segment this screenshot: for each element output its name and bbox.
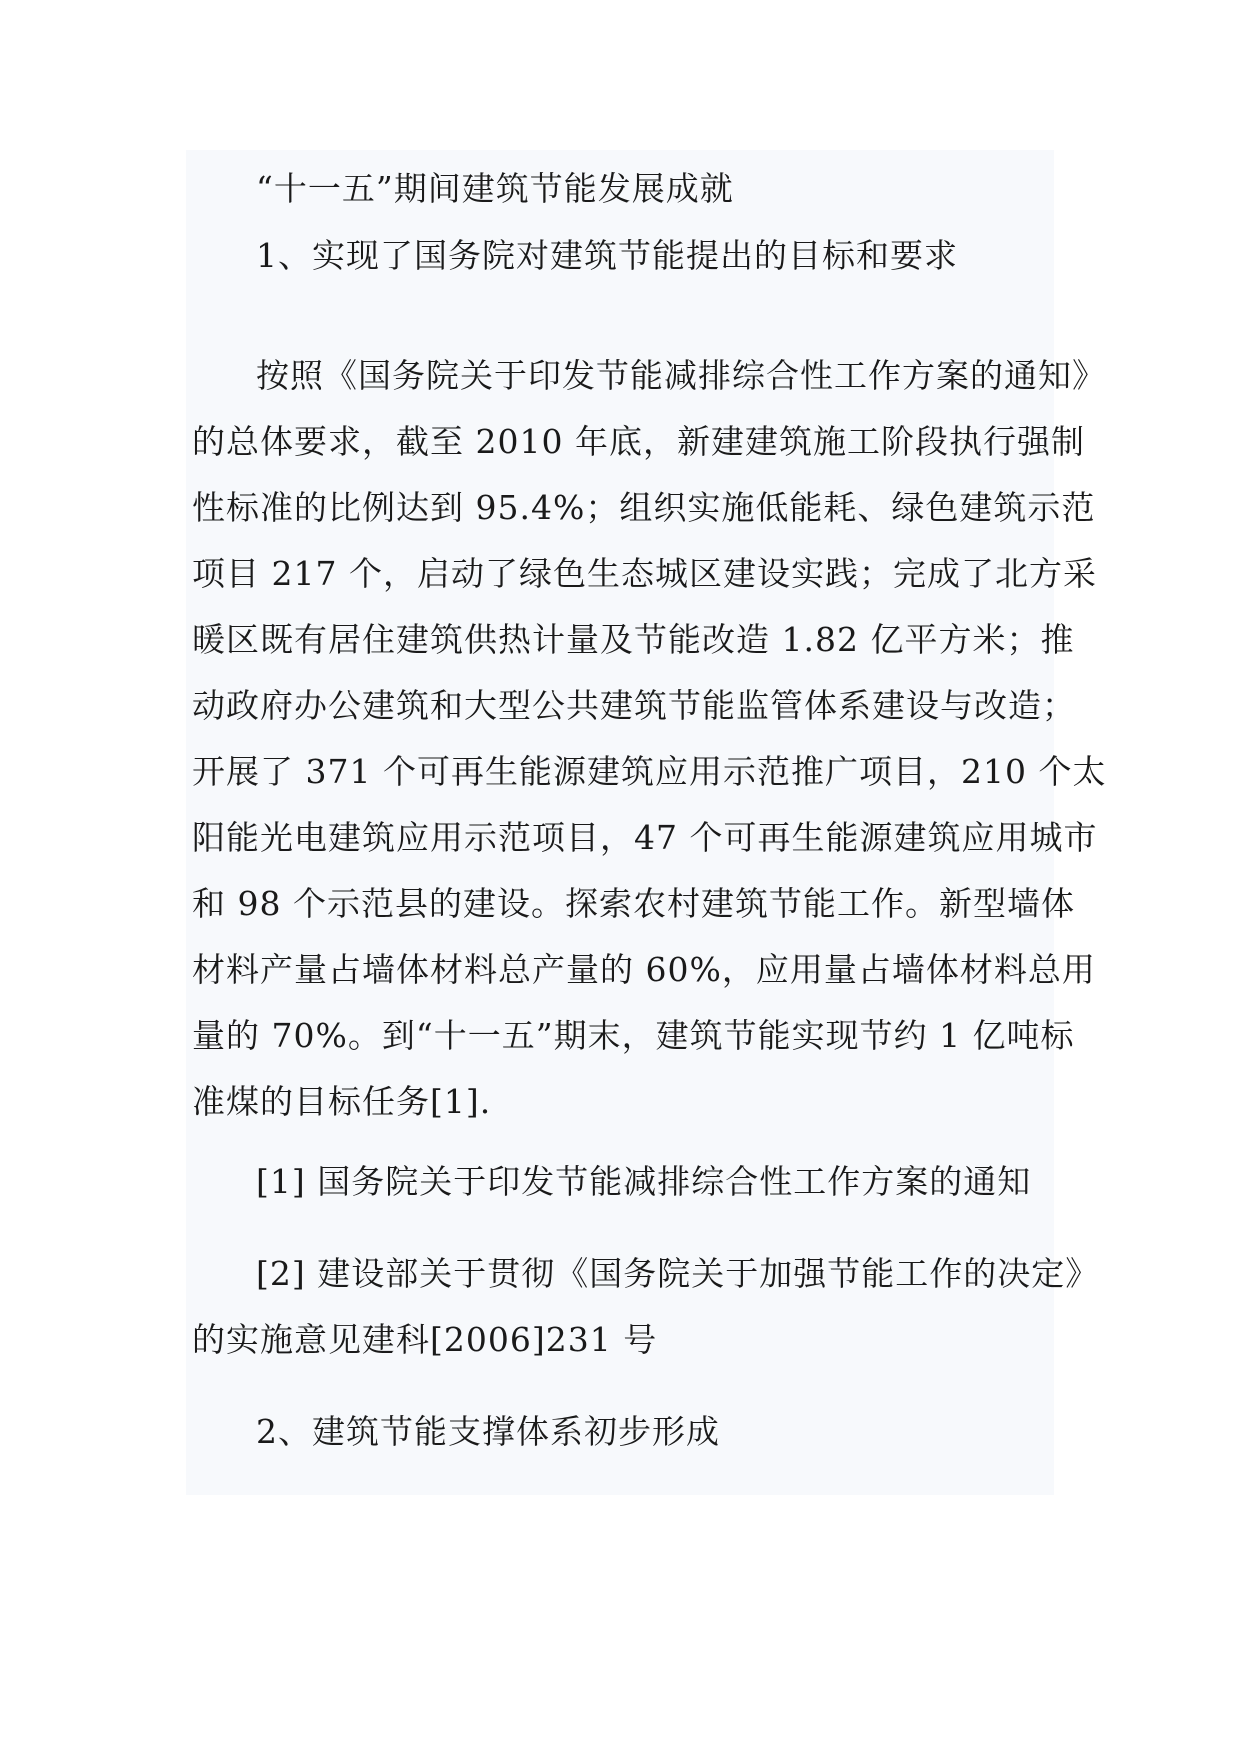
- section-1-heading: 1、实现了国务院对建筑节能提出的目标和要求: [256, 236, 958, 275]
- paragraph-line: 动政府办公建筑和大型公共建筑节能监管体系建设与改造；: [192, 686, 1076, 725]
- paragraph-line: 的总体要求，截至 2010 年底，新建建筑施工阶段执行强制: [192, 422, 1085, 461]
- paragraph-line: 材料产量占墙体材料总产量的 60%，应用量占墙体材料总用: [192, 950, 1096, 989]
- reference-2-line-1: [2] 建设部关于贯彻《国务院关于加强节能工作的决定》: [256, 1254, 1100, 1293]
- paragraph-line: 按照《国务院关于印发节能减排综合性工作方案的通知》: [256, 356, 1106, 395]
- paragraph-line: 性标准的比例达到 95.4%；组织实施低能耗、绿色建筑示范: [192, 488, 1096, 527]
- paragraph-line: 开展了 371 个可再生能源建筑应用示范推广项目，210 个太: [192, 752, 1107, 791]
- reference-1: [1] 国务院关于印发节能减排综合性工作方案的通知: [256, 1162, 1032, 1201]
- paragraph-line: 项目 217 个，启动了绿色生态城区建设实践；完成了北方采: [192, 554, 1097, 593]
- document-title: “十一五”期间建筑节能发展成就: [256, 169, 734, 208]
- paragraph-line: 阳能光电建筑应用示范项目，47 个可再生能源建筑应用城市: [192, 818, 1098, 857]
- paragraph-line: 暖区既有居住建筑供热计量及节能改造 1.82 亿平方米；推: [192, 620, 1075, 659]
- paragraph-line: 量的 70%。到“十一五”期末，建筑节能实现节约 1 亿吨标: [192, 1016, 1075, 1055]
- paragraph-line: 和 98 个示范县的建设。探索农村建筑节能工作。新型墙体: [192, 884, 1075, 923]
- reference-2-line-2: 的实施意见建科[2006]231 号: [192, 1320, 658, 1359]
- section-2-heading: 2、建筑节能支撑体系初步形成: [256, 1412, 720, 1451]
- paragraph-line: 准煤的目标任务[1].: [192, 1082, 492, 1121]
